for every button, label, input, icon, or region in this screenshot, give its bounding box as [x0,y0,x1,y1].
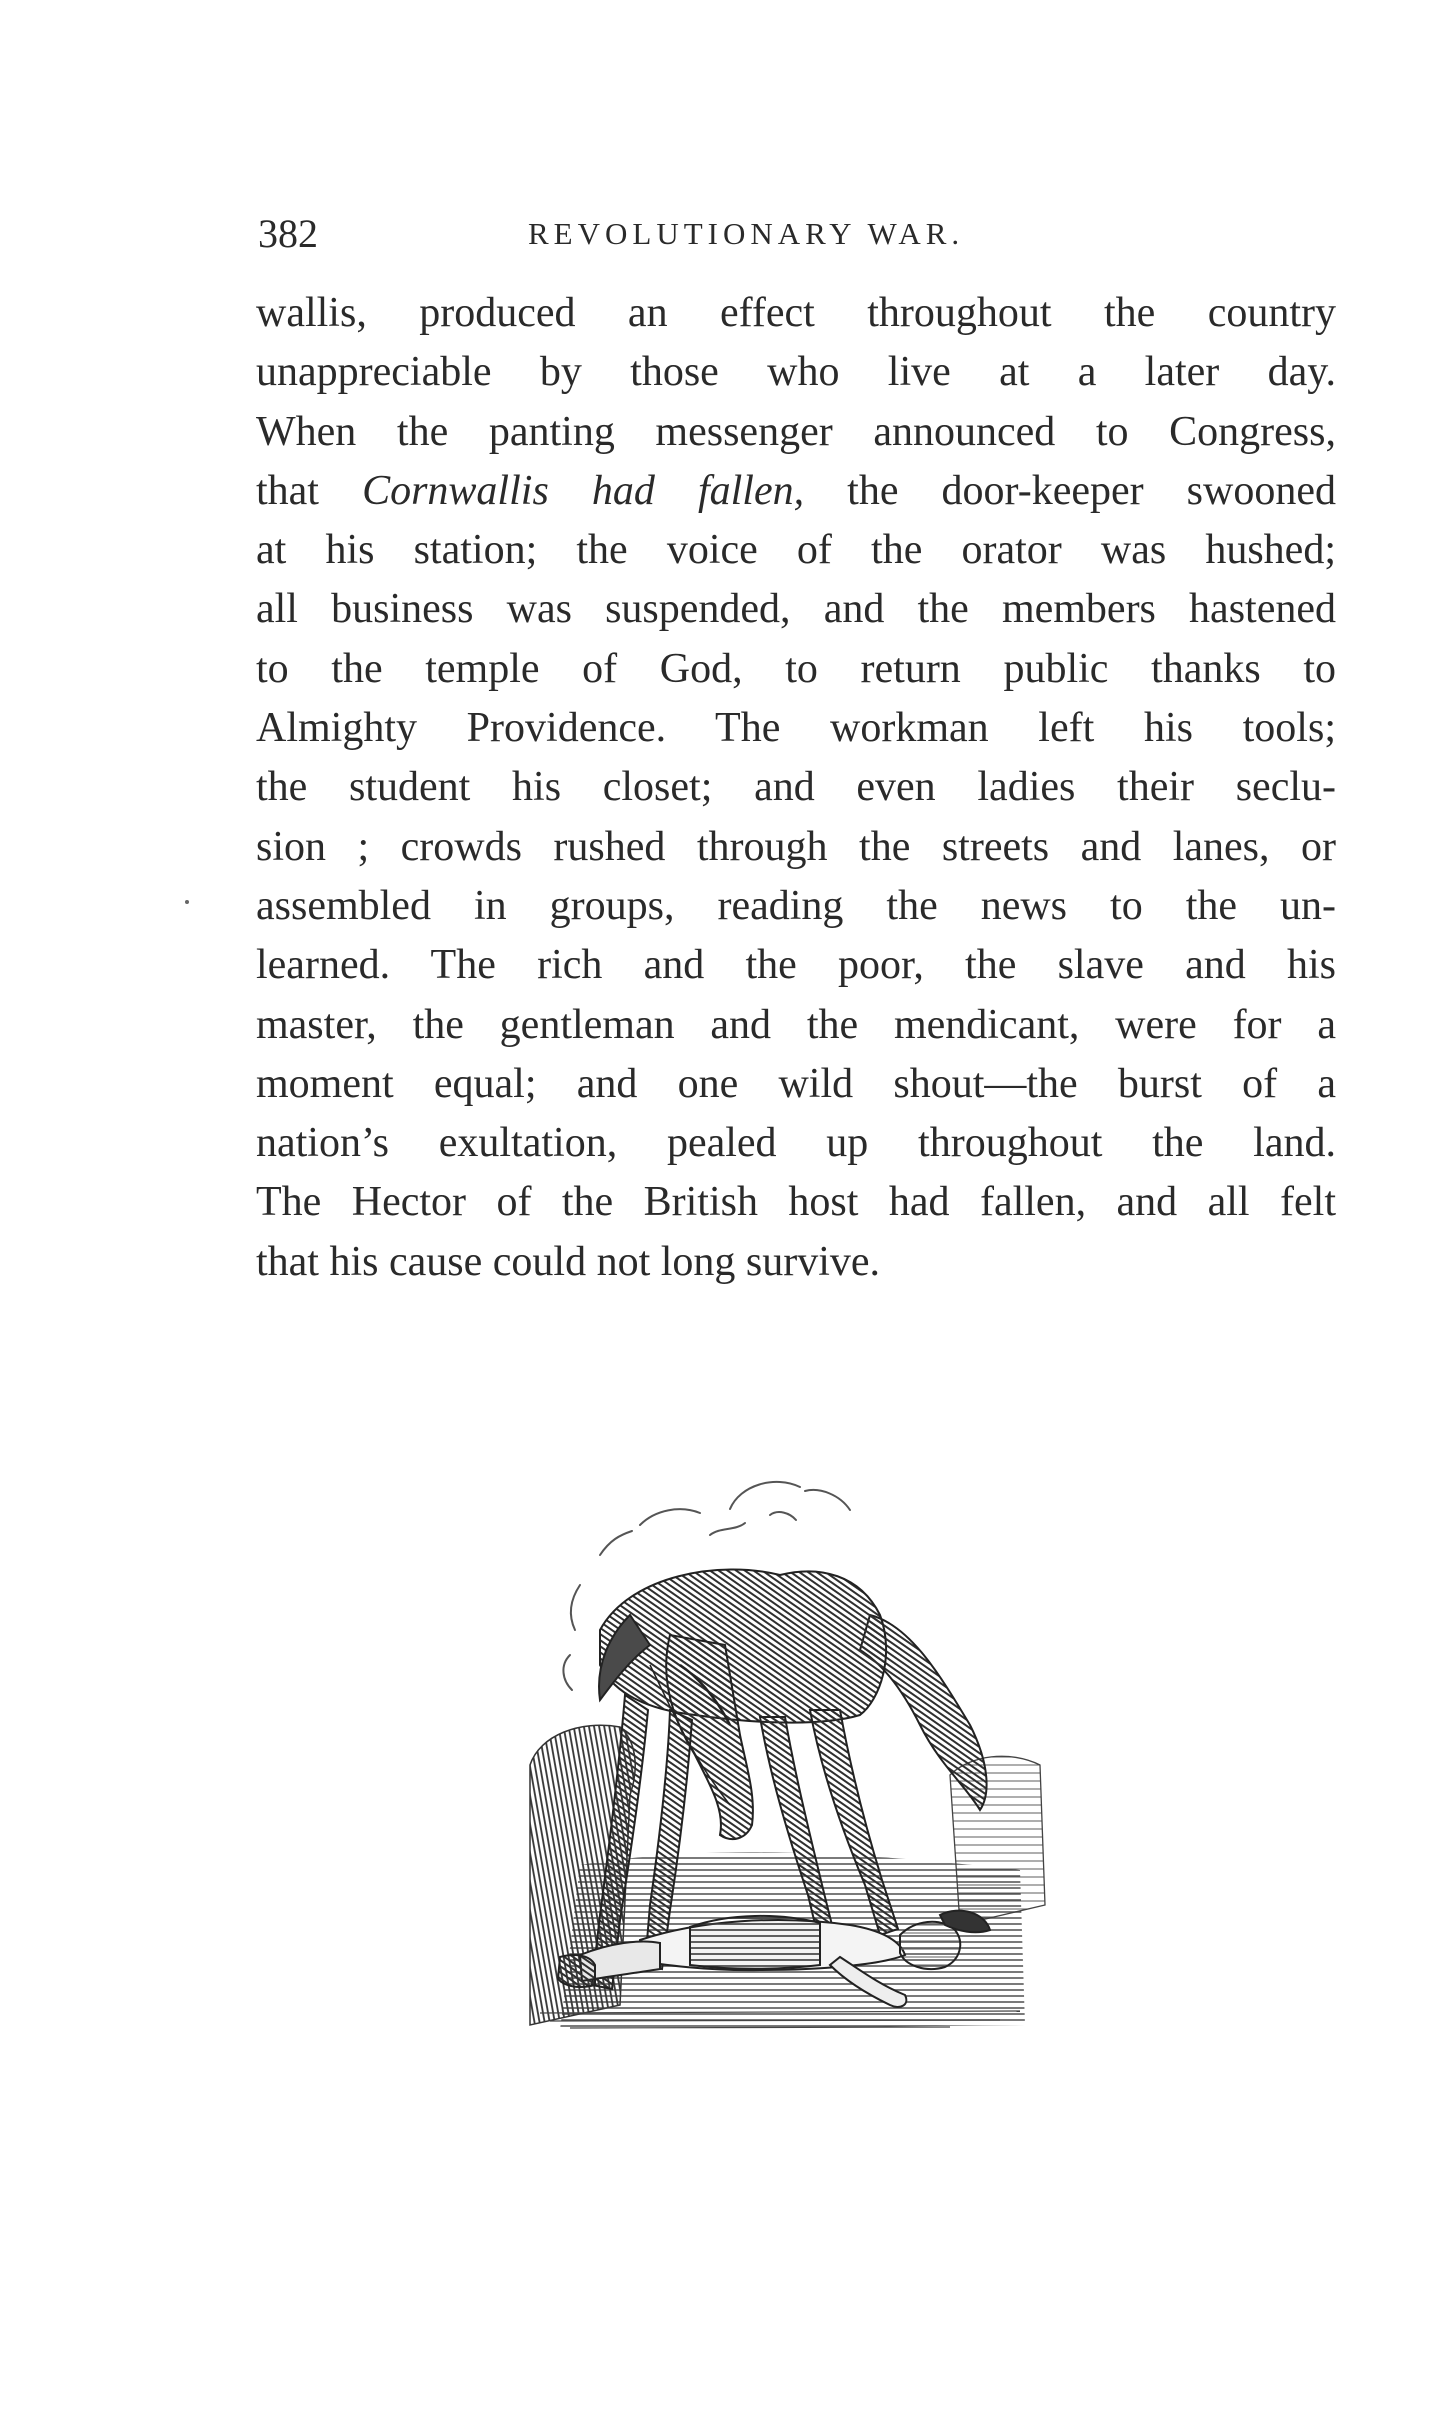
woodcut-illustration [520,1465,1060,2045]
text-line: unappreciable by those who live at a later day. [256,349,1336,396]
text-line: Almighty Providence. The workman left his tools; [256,705,1336,752]
text-line: to the temple of God, to return public thanks to [256,645,1336,692]
italic-phrase: Cornwallis had fallen, [362,467,805,514]
text-line: that his cause could not long survive. [256,1238,881,1285]
text-line: nation’s exultation, pealed up throughout the land. [256,1120,1336,1167]
text-line: at his station; the voice of the orator was hushed; [256,527,1336,574]
text-line: learned. The rich and the poor, the slave and his [256,942,1336,989]
text-line: the student his closet; and even ladies their seclu- [256,764,1336,811]
soldier-coat [690,1916,820,1969]
horse-and-fallen-soldier-engraving [520,1465,1060,2045]
text-line: When the panting messenger announced to Congress, [256,408,1336,455]
page-number: 382 [258,211,318,256]
text-run: the door-keeper swooned [804,467,1336,514]
running-title: REVOLUTIONARY WAR. [528,216,965,251]
text-line: wallis, produced an effect throughout the country [256,290,1336,336]
text-line: sion ; crowds rushed through the streets and lanes, or [256,823,1336,870]
text-line [256,462,1336,521]
text-line: moment equal; and one wild shout—the burst of a [256,1060,1336,1107]
soldier-boot [558,1955,595,1987]
text-line: all business was suspended, and the members hastened [256,586,1336,633]
paper-speck [185,900,189,904]
body-text [256,284,1336,1292]
text-line: assembled in groups, reading the news to the un- [256,882,1336,929]
running-head [258,210,1328,260]
text-line: master, the gentleman and the mendicant, were for a [256,1001,1336,1048]
text-run: that [256,467,363,514]
soldier-head [900,1922,960,1969]
text-line: The Hector of the British host had fallen, and all felt [256,1179,1336,1226]
